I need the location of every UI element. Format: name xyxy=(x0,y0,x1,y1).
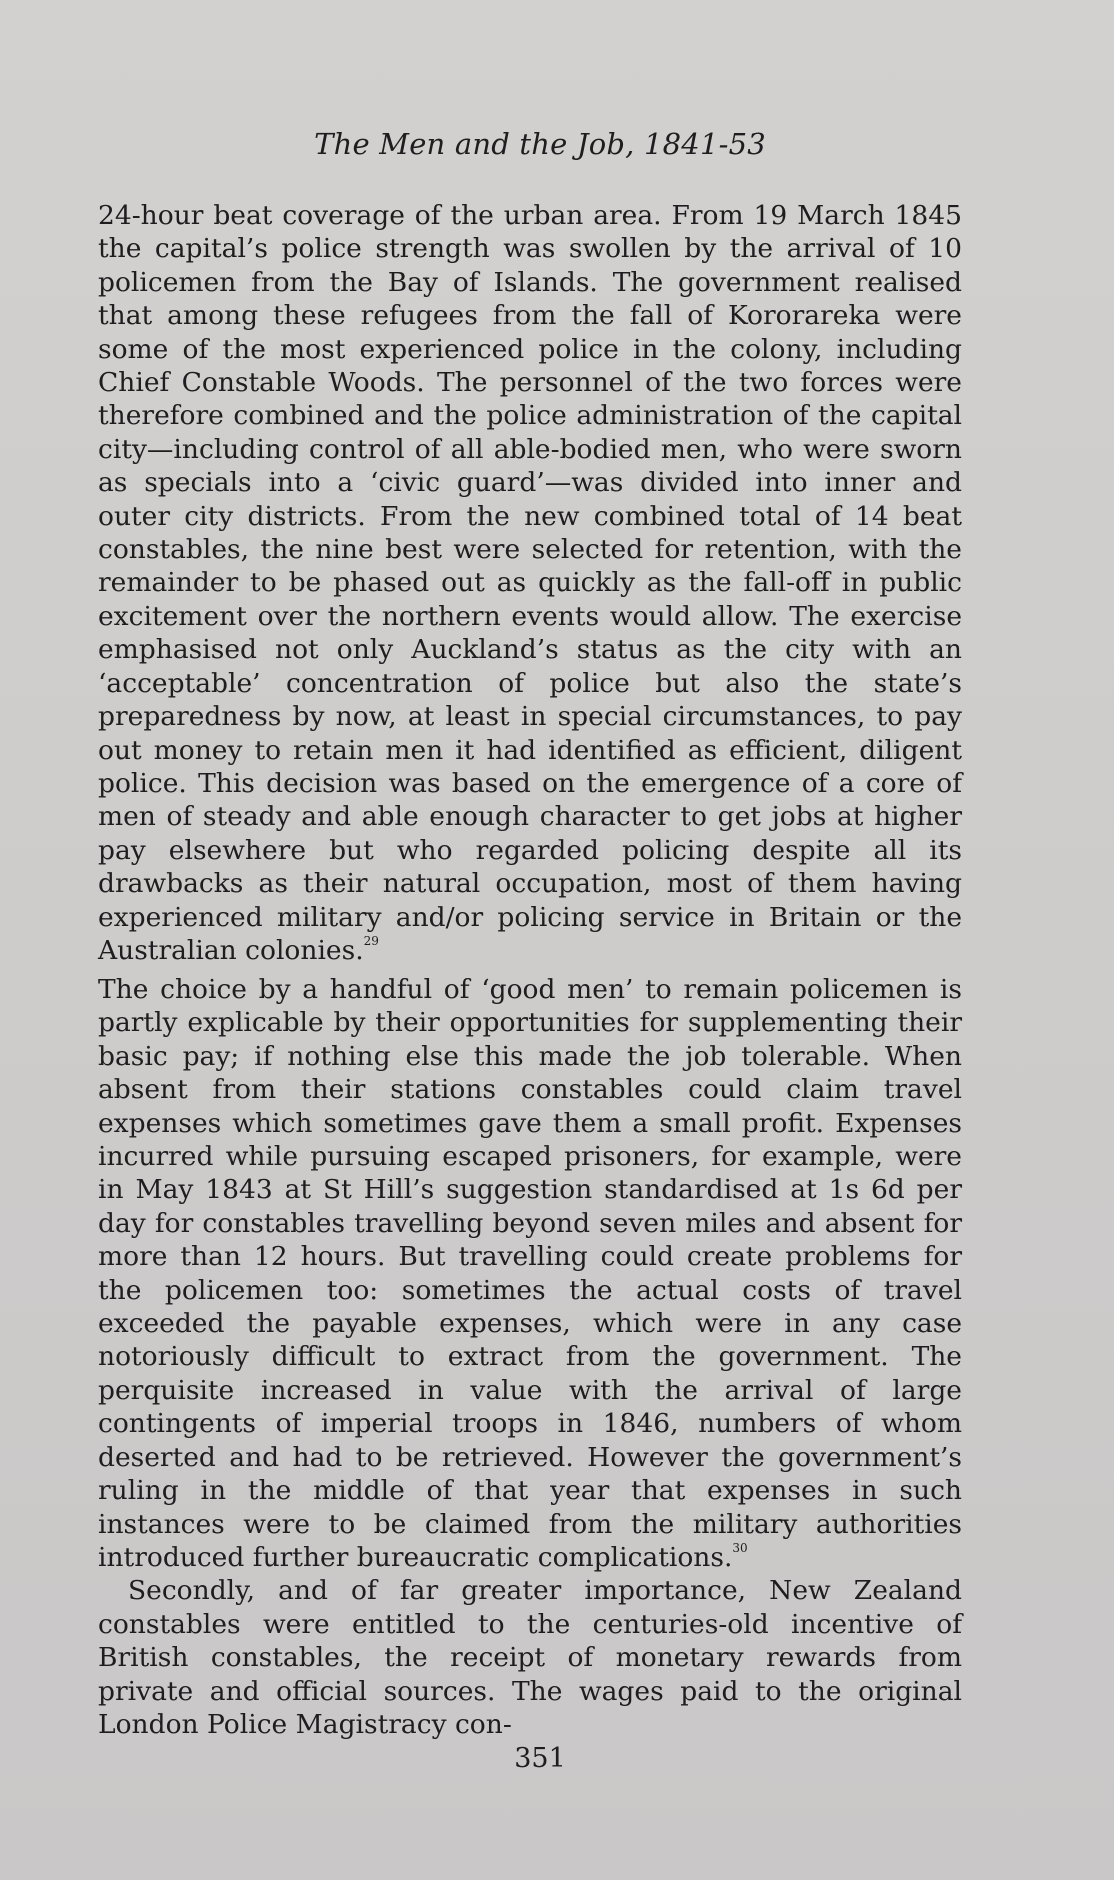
paragraph-1 xyxy=(98,199,962,967)
paragraph-3-text: Secondly, and of far greater importance, New Zealand constables were entitled to the centuries-old incentive of British constables, the receipt of monetary rewards from private and official sources. The wages paid to the original London Police Magistracy con- xyxy=(98,1575,962,1740)
footnote-ref-29: 29 xyxy=(363,933,379,948)
paragraph-2-text: The choice by a handful of ‘good men’ to remain policemen is partly explicable by their opportunities for supplementing their basic pay; if nothing else this made the job tolerable. When absent from their stations constables could claim travel expenses which sometimes gave them a small profit. Expenses incurred while pursuing escaped prisoners, for example, were in May 1843 at St Hill’s suggestion standardised at 1s 6d per day for constables travelling beyond seven miles and absent for more than 12 hours. But travelling could create problems for the policemen too: sometimes the actual costs of travel exceeded the payable expenses, which were in any case notoriously difficult to extract from the government. The perquisite increased in value with the arrival of large contingents of imperial troops in 1846, numbers of whom deserted and had to be retrieved. However the government’s ruling in the middle of that year that expenses in such instances were to be claimed from the military authorities introduced further bureaucratic complications. xyxy=(98,974,962,1573)
paragraph-1-text: 24-hour beat coverage of the urban area. From 19 March 1845 the capital’s police strength was swollen by the arrival of 10 policemen from the Bay of Islands. The government realised that among these refugees from the fall of Kororareka were some of the most experienced police in the colony, including Chief Constable Woods. The personnel of the two forces were therefore combined and the police administration of the capital city—including control of all able-bodied men, who were sworn as specials into a ‘civic guard’—was divided into inner and outer city districts. From the new combined total of 14 beat constables, the nine best were selected for retention, with the remainder to be phased out as quickly as the fall-off in public excitement over the northern events would allow. The exercise emphasised not only Auckland’s status as the city with an ‘acceptable’ concentration of police but also the state’s preparedness by now, at least in special circumstances, to pay out money to retain men it had identified as efficient, diligent police. This decision was based on the emergence of a core of men of steady and able enough character to get jobs at higher pay elsewhere but who regarded policing despite all its drawbacks as their natural occupation, most of them having experienced military and/or policing service in Britain or the Australian colonies. xyxy=(98,200,962,966)
footnote-ref-30: 30 xyxy=(732,1540,748,1555)
page-number: 351 xyxy=(514,1743,566,1774)
paragraph-3 xyxy=(98,1574,962,1741)
body-section-2 xyxy=(98,973,962,1741)
body-section-1 xyxy=(98,199,962,967)
running-head: The Men and the Job, 1841-53 xyxy=(314,127,766,161)
paragraph-2 xyxy=(98,973,962,1574)
